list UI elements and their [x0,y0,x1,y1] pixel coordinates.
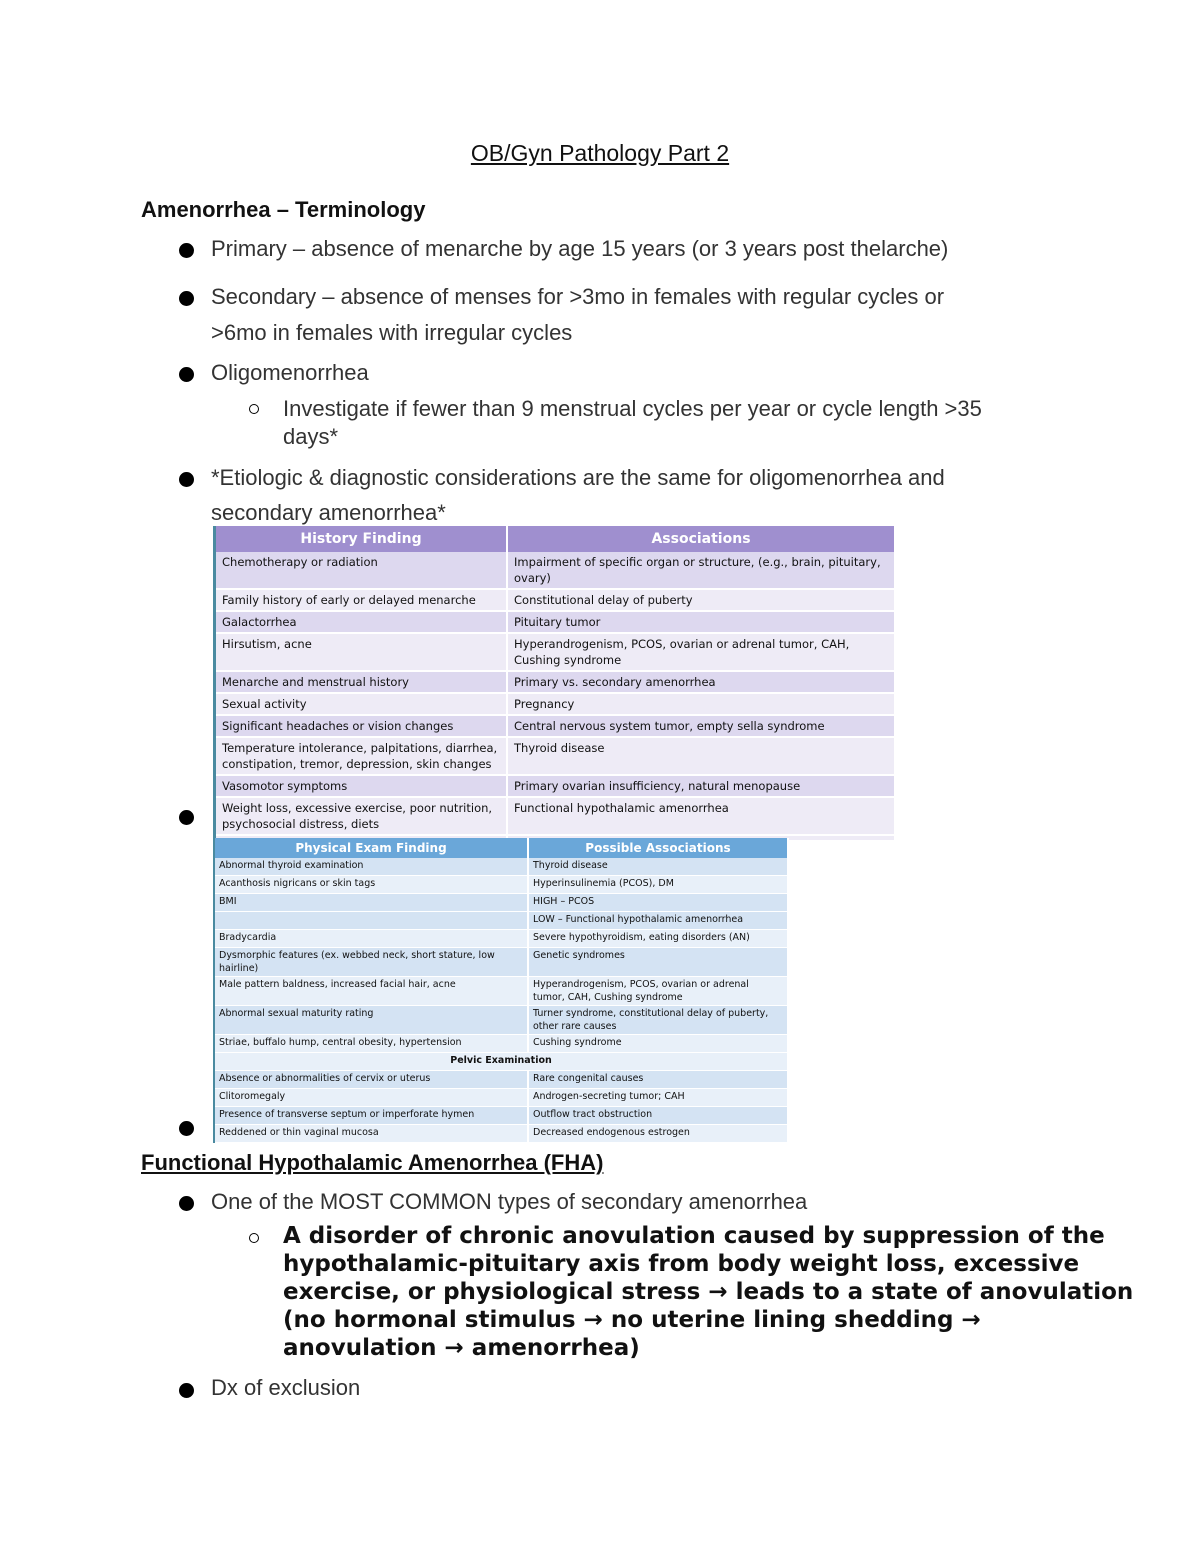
table-cell: Turner syndrome, constitutional delay of puberty, other rare causes [528,1006,788,1035]
table-cell: Galactorrhea [215,611,508,633]
table-row [215,633,896,671]
table-cell: Reddened or thin vaginal mucosa [214,1125,528,1143]
table-cell: Decreased endogenous estrogen [528,1125,788,1143]
list-item: Primary – absence of menarche by age 15 years (or 3 years post thelarche) [211,236,949,261]
table-row [214,894,788,912]
table-cell: Vasomotor symptoms [215,775,508,797]
table-row [215,693,896,715]
table-cell [214,912,528,930]
table-row [214,1125,788,1143]
table-cell: Family history of early or delayed menarche [215,589,508,611]
table-cell: Functional hypothalamic amenorrhea [507,797,895,835]
table-header: Possible Associations [528,838,788,858]
bullet-icon [179,243,194,258]
table-row [215,552,896,589]
table-cell: Hirsutism, acne [215,633,508,671]
table-row [214,912,788,930]
table-header: Physical Exam Finding [214,838,528,858]
table-header: Associations [507,526,895,552]
table-cell: Primary vs. secondary amenorrhea [507,671,895,693]
table-cell: Abnormal thyroid examination [214,858,528,876]
table-row [214,1035,788,1053]
table-cell: Clitoromegaly [214,1089,528,1107]
table-row [214,1071,788,1089]
table-cell: Dysmorphic features (ex. webbed neck, short stature, low hairline) [214,948,528,977]
table-header: History Finding [215,526,508,552]
sub-list-item-continued: days* [283,424,339,449]
list-item: Secondary – absence of menses for >3mo in females with regular cycles or [211,284,945,309]
list-item: Dx of exclusion [211,1375,361,1400]
section-heading-terminology: Amenorrhea – Terminology [141,197,426,222]
table-cell: Temperature intolerance, palpitations, diarrhea, constipation, tremor, depression, skin changes [215,737,508,775]
table-row [215,611,896,633]
table-cell: Hyperinsulinemia (PCOS), DM [528,876,788,894]
table-cell: Hyperandrogenism, PCOS, ovarian or adrenal tumor, CAH, Cushing syndrome [528,977,788,1006]
physical-exam-table [213,838,789,1143]
table-row [214,977,788,1006]
table-cell: Rare congenital causes [528,1071,788,1089]
list-item-continued: secondary amenorrhea* [211,500,446,525]
table-cell: Bradycardia [214,930,528,948]
table-row [215,715,896,737]
table-cell: Impairment of specific organ or structure, (e.g., brain, pituitary, ovary) [507,552,895,589]
table-row [215,737,896,775]
table-cell: Cushing syndrome [528,1035,788,1053]
table-cell: Androgen-secreting tumor; CAH [528,1089,788,1107]
table-cell: Genetic syndromes [528,948,788,977]
sub-list-item-continued: exercise, or physiological stress → leads to a state of anovulation [283,1279,1134,1305]
table-cell: Sexual activity [215,693,508,715]
bullet-icon [179,291,194,306]
list-item: One of the MOST COMMON types of secondary amenorrhea [211,1189,808,1214]
table-row [214,1089,788,1107]
table-row [214,1053,788,1071]
table-row [215,671,896,693]
table-cell: Weight loss, excessive exercise, poor nutrition, psychosocial distress, diets [215,797,508,835]
section-heading-fha: Functional Hypothalamic Amenorrhea (FHA) [141,1150,604,1175]
table-row [215,775,896,797]
table-cell: Chemotherapy or radiation [215,552,508,589]
bullet-icon [179,1196,194,1211]
table-section-label: Pelvic Examination [214,1053,788,1071]
table-cell: Pregnancy [507,693,895,715]
table-cell: Striae, buffalo hump, central obesity, hypertension [214,1035,528,1053]
table-cell: Menarche and menstrual history [215,671,508,693]
table-cell: Significant headaches or vision changes [215,715,508,737]
bullet-icon [179,367,194,382]
table-cell: Constitutional delay of puberty [507,589,895,611]
bullet-icon [179,1383,194,1398]
sub-bullet-icon [249,1233,259,1243]
page-title: OB/Gyn Pathology Part 2 [470,140,730,166]
table-row [214,1107,788,1125]
table-cell: BMI [214,894,528,912]
sub-list-item-continued: anovulation → amenorrhea) [283,1335,640,1361]
table-cell: Hyperandrogenism, PCOS, ovarian or adrenal tumor, CAH, Cushing syndrome [507,633,895,671]
table-cell: Male pattern baldness, increased facial hair, acne [214,977,528,1006]
table-row [214,1006,788,1035]
table-cell: Absence or abnormalities of cervix or uterus [214,1071,528,1089]
table-row [214,858,788,876]
list-item: *Etiologic & diagnostic considerations are the same for oligomenorrhea and [211,465,945,490]
table-row [215,797,896,835]
table-cell: HIGH – PCOS [528,894,788,912]
sub-list-item-continued: (no hormonal stimulus → no uterine lining shedding → [283,1307,981,1333]
sub-bullet-icon [249,404,259,414]
table-cell: Presence of transverse septum or imperforate hymen [214,1107,528,1125]
table-cell: Abnormal sexual maturity rating [214,1006,528,1035]
list-item-continued: >6mo in females with irregular cycles [211,320,573,345]
table-cell: Outflow tract obstruction [528,1107,788,1125]
table-cell: Primary ovarian insufficiency, natural menopause [507,775,895,797]
table-cell: Central nervous system tumor, empty sella syndrome [507,715,895,737]
sub-list-item: Investigate if fewer than 9 menstrual cycles per year or cycle length >35 [283,396,982,421]
table-cell: Thyroid disease [528,858,788,876]
sub-list-item-continued: hypothalamic-pituitary axis from body weight loss, excessive [283,1251,1080,1277]
bullet-icon [179,810,194,825]
table-row [215,589,896,611]
history-finding-table [213,526,896,842]
table-cell: Severe hypothyroidism, eating disorders (AN) [528,930,788,948]
table-cell: Acanthosis nigricans or skin tags [214,876,528,894]
table-cell: LOW – Functional hypothalamic amenorrhea [528,912,788,930]
table-cell: Pituitary tumor [507,611,895,633]
sub-list-item: A disorder of chronic anovulation caused by suppression of the [283,1223,1105,1249]
table-row [214,930,788,948]
bullet-icon [179,1121,194,1136]
bullet-icon [179,472,194,487]
table-row [214,948,788,977]
table-row [214,876,788,894]
list-item: Oligomenorrhea [211,360,369,385]
table-cell: Thyroid disease [507,737,895,775]
